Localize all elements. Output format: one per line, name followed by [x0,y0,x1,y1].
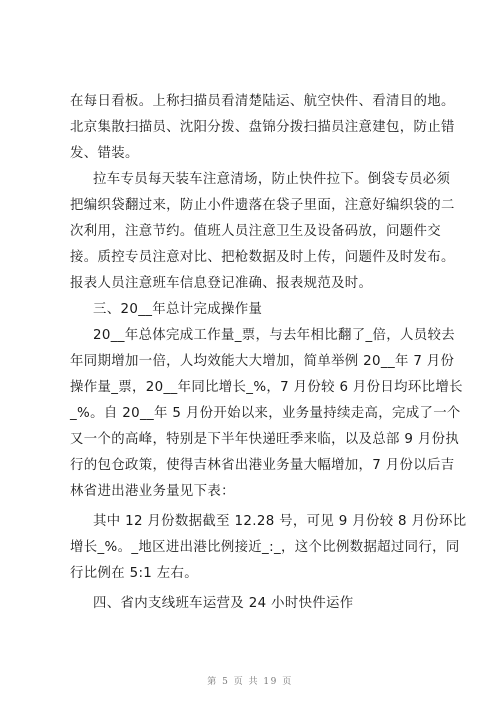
body-text-line: 又一个的高峰，特别是下半年快递旺季来临，以及总部 9 月份执 [70,432,460,447]
section-heading: 三、20__年总计完成操作量 [93,302,263,317]
body-text-line: _%。自 20__年 5 月份开始以来，业务量持续走高，完成了一个 [70,406,461,421]
body-text-line: 增长_%。_地区进出港比例接近_:_，这个比例数据超过同行，同 [70,540,460,555]
section-heading: 四、省内支线班车运营及 24 小时快件运作 [93,596,354,611]
body-text-line: 把编织袋翻过来，防止小件遗落在袋子里面，注意好编织袋的二 [70,198,455,213]
body-text-line: 行的包仓政策，使得吉林省出港业务量大幅增加，7 月份以后吉 [70,458,455,473]
body-text-line: 在每日看板。上称扫描员看清楚陆运、航空快件、看清目的地。 [70,94,455,109]
body-text-line: 拉车专员每天装车注意清场，防止快件拉下。倒袋专员必须 [93,172,451,187]
body-text-line: 其中 12 月份数据截至 12.28 号，可见 9 月份较 8 月份环比 [93,514,467,529]
body-text-line: 报表人员注意班车信息登记准确、报表规范及时。 [70,276,373,291]
body-text-line: 20__年总体完成工作量_票，与去年相比翻了_倍，人员较去 [93,328,455,343]
body-text-line: 操作量_票，20__年同比增长_%，7 月份较 6 月份日均环比增长 [70,380,463,395]
body-text-line: 年同期增加一倍，人均效能大大增加，简单举例 20__年 7 月份 [70,354,455,369]
body-text-line: 次利用，注意节约。值班人员注意卫生及设备码放，问题件交 [70,224,441,239]
body-text-line: 行比例在 5:1 左右。 [70,566,198,581]
body-text-line: 接。质控专员注意对比、把枪数据及时上传，问题件及时发布。 [70,250,455,265]
body-text-line: 林省进出港业务量见下表： [70,484,235,499]
body-text-line: 发、错装。 [70,146,139,161]
page-footer: 第 5 页 共 19 页 [207,677,293,687]
body-text-line: 北京集散扫描员、沈阳分拨、盘锦分拨扫描员注意建包，防止错 [70,120,455,135]
